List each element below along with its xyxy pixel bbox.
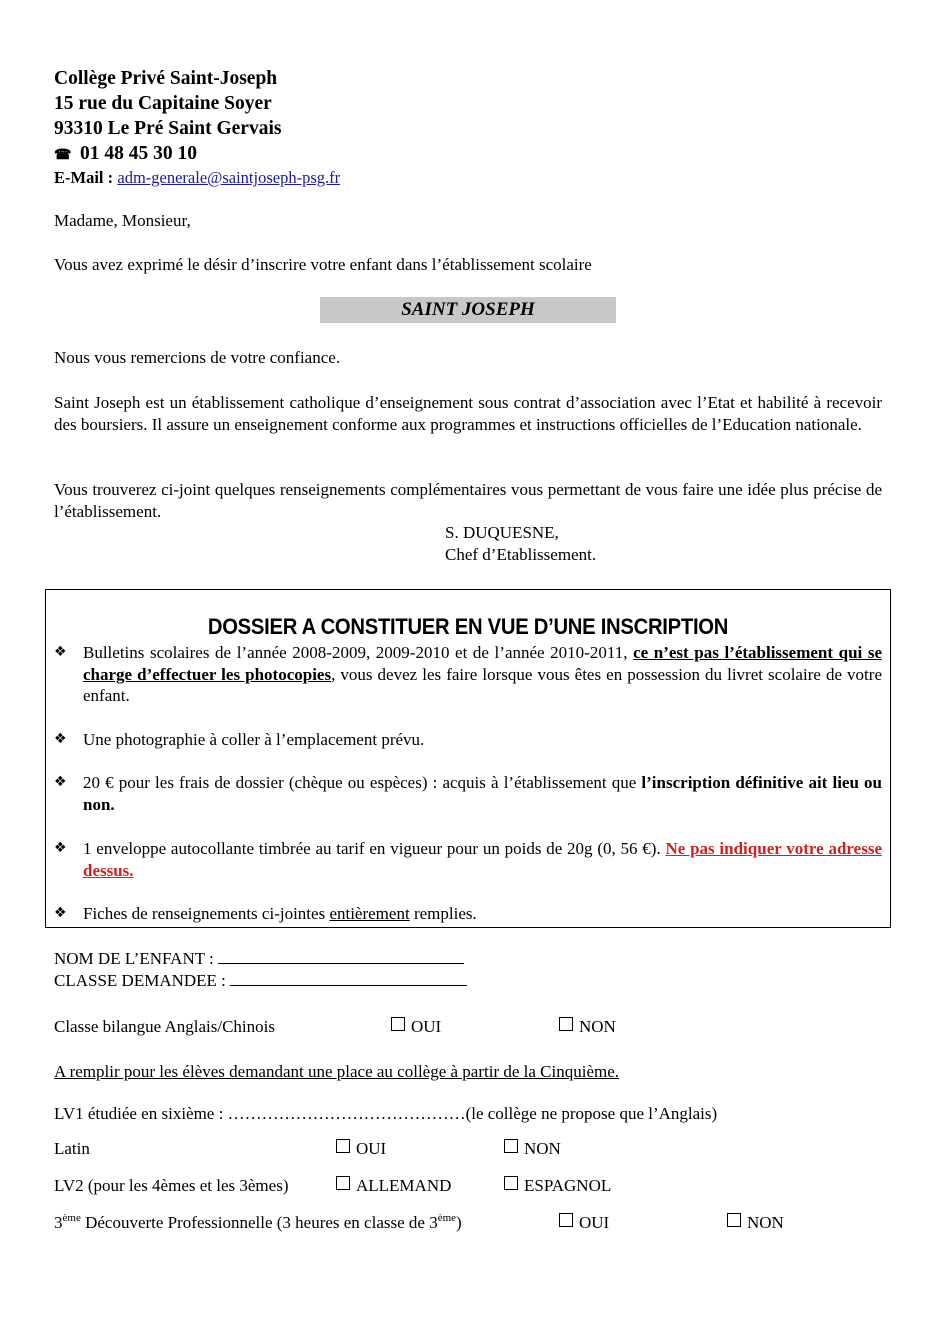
salutation: Madame, Monsieur,: [54, 211, 191, 230]
class-label: CLASSE DEMANDEE :: [54, 971, 231, 990]
phone-number: 01 48 45 30 10: [80, 143, 197, 164]
email-line: [54, 167, 340, 189]
cinquieme-note: A remplir pour les élèves demandant une place au collège à partir de la Cinquième.: [54, 1062, 620, 1081]
thanks-text: Nous vous remercions de votre confiance.: [54, 348, 341, 367]
lv2-allemand-option[interactable]: ALLEMAND: [336, 1175, 451, 1197]
child-name-field: [54, 948, 464, 970]
checkbox-icon[interactable]: [391, 1017, 405, 1031]
email-link[interactable]: adm-generale@saintjoseph-psg.fr: [117, 168, 341, 187]
dp-no-option[interactable]: NON: [727, 1212, 784, 1234]
signature-name: S. DUQUESNE,: [445, 523, 559, 542]
checkbox-icon[interactable]: [504, 1176, 518, 1190]
dossier-box: [45, 589, 891, 928]
diamond-bullet-icon: ❖: [54, 905, 67, 921]
checkbox-icon[interactable]: [336, 1176, 350, 1190]
lv2-label: LV2 (pour les 4èmes et les 3èmes): [54, 1176, 289, 1195]
checkbox-icon[interactable]: [727, 1213, 741, 1227]
checkbox-icon[interactable]: [559, 1213, 573, 1227]
lv2-espagnol-option[interactable]: ESPAGNOL: [504, 1175, 611, 1197]
checkbox-icon[interactable]: [559, 1017, 573, 1031]
lv1-field: LV1 étudiée en sixième : ……………………………………(le collège ne propose que l’Anglais): [54, 1104, 718, 1123]
school-banner: SAINT JOSEPH: [320, 297, 616, 323]
dossier-item-text: 1 enveloppe autocollante timbrée au tarif en vigueur pour un poids de 20g (0, 56 €). Ne pas indiquer votre adresse dessus.: [83, 839, 882, 880]
class-field: [54, 970, 467, 992]
diamond-bullet-icon: ❖: [54, 840, 67, 856]
description-text: Saint Joseph est un établissement catholique d’enseignement sous contrat d’association avec l’Etat et habilité à recevoir des boursiers. Il assure un enseignement conforme aux programmes et instructions officielles de l’Education nationale.: [54, 393, 882, 434]
child-name-input[interactable]: [218, 949, 464, 964]
school-name: Collège Privé Saint-Joseph: [54, 68, 278, 89]
child-name-label: NOM DE L’ENFANT :: [54, 949, 219, 968]
bilingual-label: Classe bilangue Anglais/Chinois: [54, 1017, 275, 1036]
school-city: 93310 Le Pré Saint Gervais: [54, 118, 282, 139]
diamond-bullet-icon: ❖: [54, 731, 67, 747]
dp-yes-option[interactable]: OUI: [559, 1212, 609, 1234]
checkbox-icon[interactable]: [504, 1139, 518, 1153]
email-label: E-Mail :: [54, 168, 114, 187]
diamond-bullet-icon: ❖: [54, 644, 67, 660]
telephone-icon: ☎: [54, 148, 72, 163]
lv1-input[interactable]: ……………………………………: [227, 1104, 466, 1123]
info-text: Vous trouverez ci-joint quelques renseignements complémentaires vous permettant de vous faire une idée plus précise de l’établissement.: [54, 480, 882, 521]
dossier-title: DOSSIER A CONSTITUER EN VUE D’UNE INSCRIPTION: [207, 614, 729, 639]
school-phone: [54, 142, 197, 168]
dossier-item-text: Fiches de renseignements ci-jointes entièrement remplies.: [83, 904, 477, 923]
bilingual-no-option[interactable]: NON: [559, 1016, 616, 1038]
latin-yes-option[interactable]: OUI: [336, 1138, 386, 1160]
school-street: 15 rue du Capitaine Soyer: [54, 93, 272, 114]
latin-label: Latin: [54, 1139, 90, 1158]
dossier-item-text: Bulletins scolaires de l’année 2008-2009, 2009-2010 et de l’année 2010-2011, ce n’est pas l’établissement qui se charge d’effectuer les photocopies, vous devez les faire lorsque vous êtes en possession du livret scolaire de votre enfant.: [83, 643, 883, 705]
dossier-item-text: 20 € pour les frais de dossier (chèque ou espèces) : acquis à l’établissement que l’inscription définitive ait lieu ou non.: [83, 773, 882, 814]
diamond-bullet-icon: ❖: [54, 774, 67, 790]
dp-label: 3ème Découverte Professionnelle (3 heures en classe de 3ème): [54, 1212, 462, 1232]
signature-title: Chef d’Etablissement.: [445, 545, 597, 564]
latin-no-option[interactable]: NON: [504, 1138, 561, 1160]
intro-text: Vous avez exprimé le désir d’inscrire votre enfant dans l’établissement scolaire: [54, 255, 592, 274]
dossier-item-text: Une photographie à coller à l’emplacement prévu.: [83, 730, 425, 749]
checkbox-icon[interactable]: [336, 1139, 350, 1153]
class-input[interactable]: [230, 971, 467, 986]
bilingual-yes-option[interactable]: OUI: [391, 1016, 441, 1038]
